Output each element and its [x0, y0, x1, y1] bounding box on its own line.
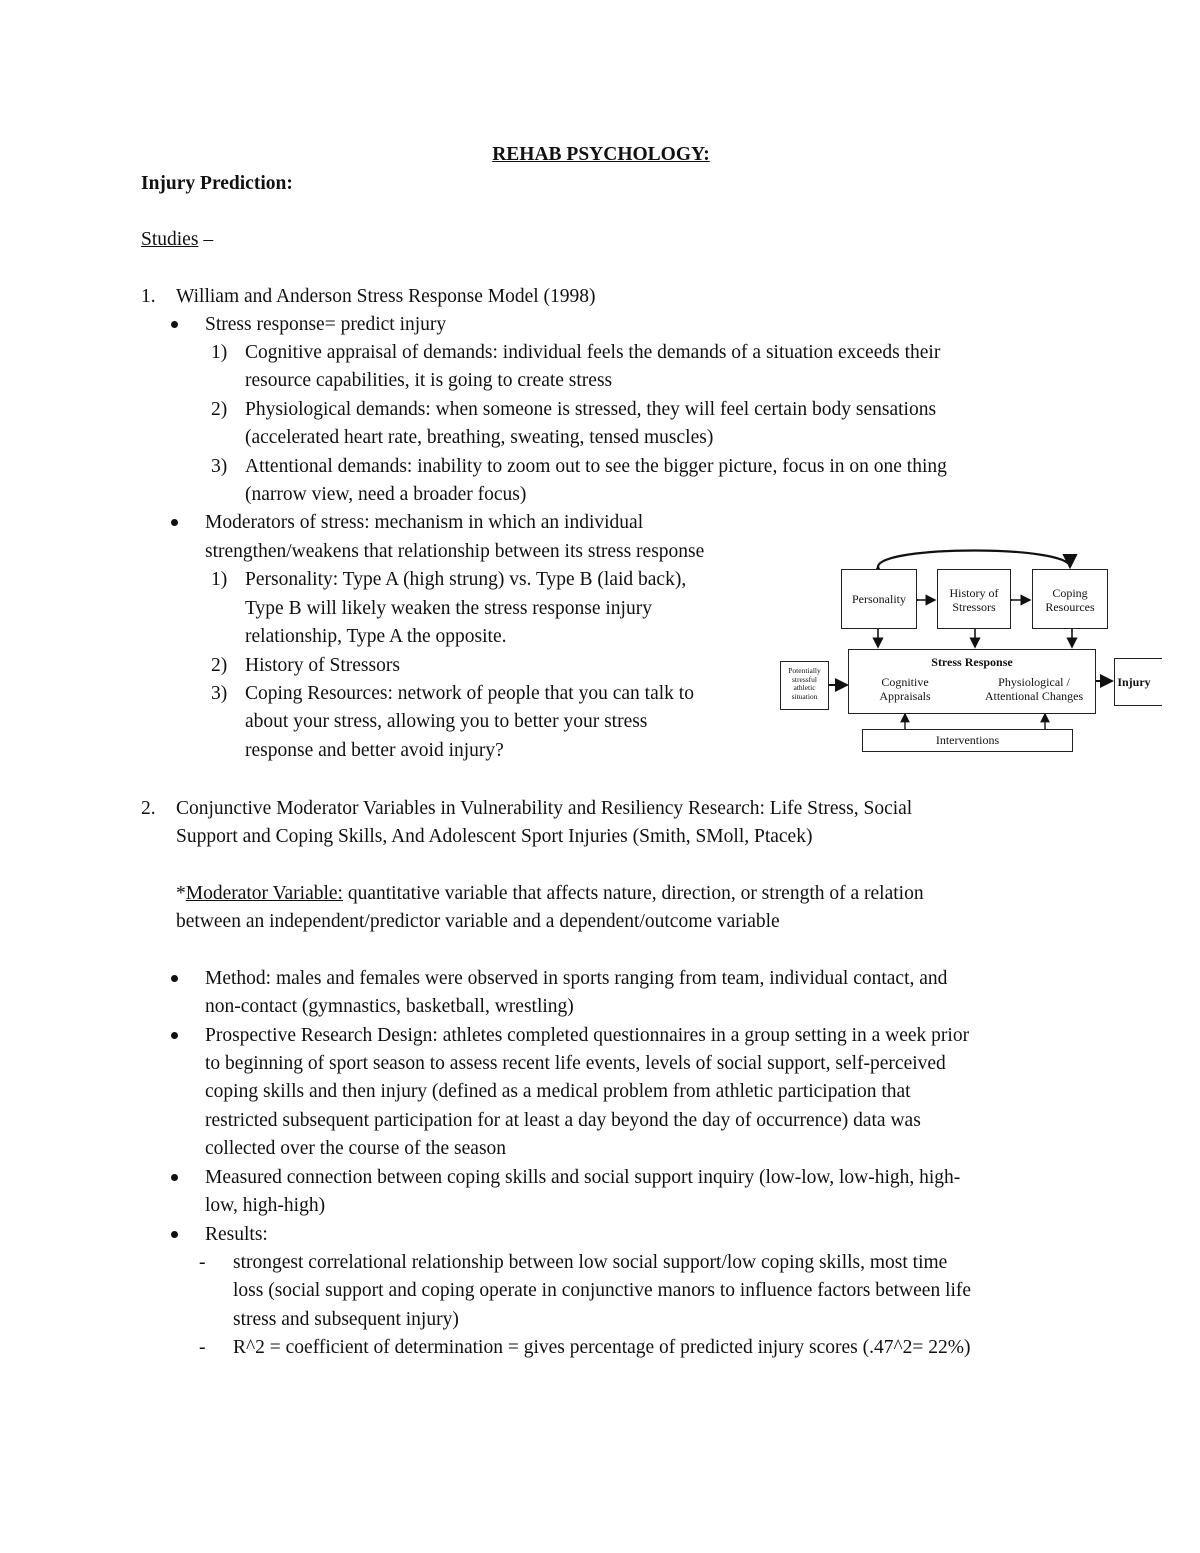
design-line3: coping skills and then injury (defined as a medical problem from athletic participation that — [205, 1081, 911, 1102]
sub1-3-line1: Attentional demands: inability to zoom out to see the bigger picture, focus in on one thing — [245, 456, 947, 477]
results-label: Results: — [205, 1224, 268, 1245]
result1-line3: stress and subsequent injury) — [233, 1309, 459, 1330]
injury-label: Injury — [1117, 675, 1151, 689]
design-line1: Prospective Research Design: athletes completed questionnaires in a group setting in a week prior — [205, 1025, 970, 1046]
sub2-2-line1: History of Stressors — [245, 655, 400, 676]
study2-number: 2. — [141, 798, 156, 819]
dash-marker: - — [199, 1337, 206, 1358]
bullet-icon — [171, 1231, 178, 1238]
design-line4: restricted subsequent participation for at least a day beyond the day of occurrence) data was — [205, 1110, 921, 1131]
design-line5: collected over the course of the season — [205, 1138, 507, 1159]
sub2-3-line3: response and better avoid injury? — [245, 740, 504, 761]
study1-bullet2-line1: Moderators of stress: mechanism in which an individual — [205, 512, 644, 533]
result1-line1: strongest correlational relationship between low social support/low coping skills, most time — [233, 1252, 948, 1273]
bullet-icon — [171, 975, 178, 982]
dash-marker: - — [199, 1252, 206, 1273]
definition-term: Moderator Variable: — [185, 883, 343, 904]
study2-title-line2: Support and Coping Skills, And Adolescent Sport Injuries (Smith, SMoll, Ptacek) — [176, 826, 813, 847]
coping-label: Coping Resources — [1045, 586, 1095, 614]
sub2-3-line1: Coping Resources: network of people that you can talk to — [245, 683, 694, 704]
sub1-2-line2: (accelerated heart rate, breathing, sweating, tensed muscles) — [245, 427, 714, 448]
physiological-label: Physiological / Attentional Changes — [984, 675, 1084, 703]
sub2-2-number: 2) — [211, 655, 228, 676]
sub2-1-line3: relationship, Type A the opposite. — [245, 626, 507, 647]
cognitive-label: Cognitive Appraisals — [879, 675, 931, 703]
section-heading: Injury Prediction: — [141, 173, 293, 194]
definition-line2: between an independent/predictor variable and a dependent/outcome variable — [176, 911, 780, 932]
study2-title-line1: Conjunctive Moderator Variables in Vulnerability and Resiliency Research: Life Stress, Social — [176, 798, 913, 819]
sub1-2-number: 2) — [211, 399, 228, 420]
sub1-3-line2: (narrow view, need a broader focus) — [245, 484, 527, 505]
sub1-1-line2: resource capabilities, it is going to create stress — [245, 370, 613, 391]
method-line2: non-contact (gymnastics, basketball, wrestling) — [205, 996, 574, 1017]
studies-label: Studies — [141, 229, 199, 250]
history-label: History of Stressors — [949, 586, 999, 614]
definition-line1 — [176, 880, 924, 908]
sub1-3-number: 3) — [211, 456, 228, 477]
document-title: REHAB PSYCHOLOGY: — [492, 144, 710, 165]
bullet-icon — [171, 1032, 178, 1039]
sub1-2-line1: Physiological demands: when someone is stressed, they will feel certain body sensations — [245, 399, 937, 420]
sub2-1-line1: Personality: Type A (high strung) vs. Type B (laid back), — [245, 569, 687, 590]
method-line1: Method: males and females were observed in sports ranging from team, individual contact, and — [205, 968, 948, 989]
sub1-1-number: 1) — [211, 342, 228, 363]
study1-bullet1: Stress response= predict injury — [205, 314, 447, 335]
sub2-1-number: 1) — [211, 569, 228, 590]
sub2-3-number: 3) — [211, 683, 228, 704]
study1-bullet2-line2: strengthen/weakens that relationship between its stress response — [205, 541, 705, 562]
interventions-label: Interventions — [935, 733, 1000, 747]
sub1-1-line1: Cognitive appraisal of demands: individual feels the demands of a situation exceeds their — [245, 342, 941, 363]
result1-line2: loss (social support and coping operate in conjunctive manors to influence factors between life — [233, 1280, 972, 1301]
studies-suffix: – — [198, 229, 214, 250]
measured-line2: low, high-high) — [205, 1195, 326, 1216]
sub2-3-line2: about your stress, allowing you to better your stress — [245, 711, 648, 732]
bullet-icon — [171, 1174, 178, 1181]
definition-text: quantitative variable that affects nature, direction, or strength of a relation — [342, 883, 924, 904]
sub2-1-line2: Type B will likely weaken the stress response injury — [245, 598, 652, 619]
result2-line1: R^2 = coefficient of determination = gives percentage of predicted injury scores (.47^2= 22%) — [233, 1337, 971, 1358]
study1-title: William and Anderson Stress Response Model (1998) — [176, 286, 596, 307]
personality-label: Personality — [852, 592, 906, 606]
study1-number: 1. — [141, 286, 156, 307]
design-line2: to beginning of sport season to assess recent life events, levels of social support, self-perceived — [205, 1053, 946, 1074]
measured-line1: Measured connection between coping skills and social support inquiry (low-low, low-high, high- — [205, 1167, 961, 1188]
stress-response-label: Stress Response — [931, 655, 1013, 669]
definition-prefix: * — [176, 883, 186, 904]
situation-label: Potentially stressful athletic situation — [788, 666, 821, 701]
